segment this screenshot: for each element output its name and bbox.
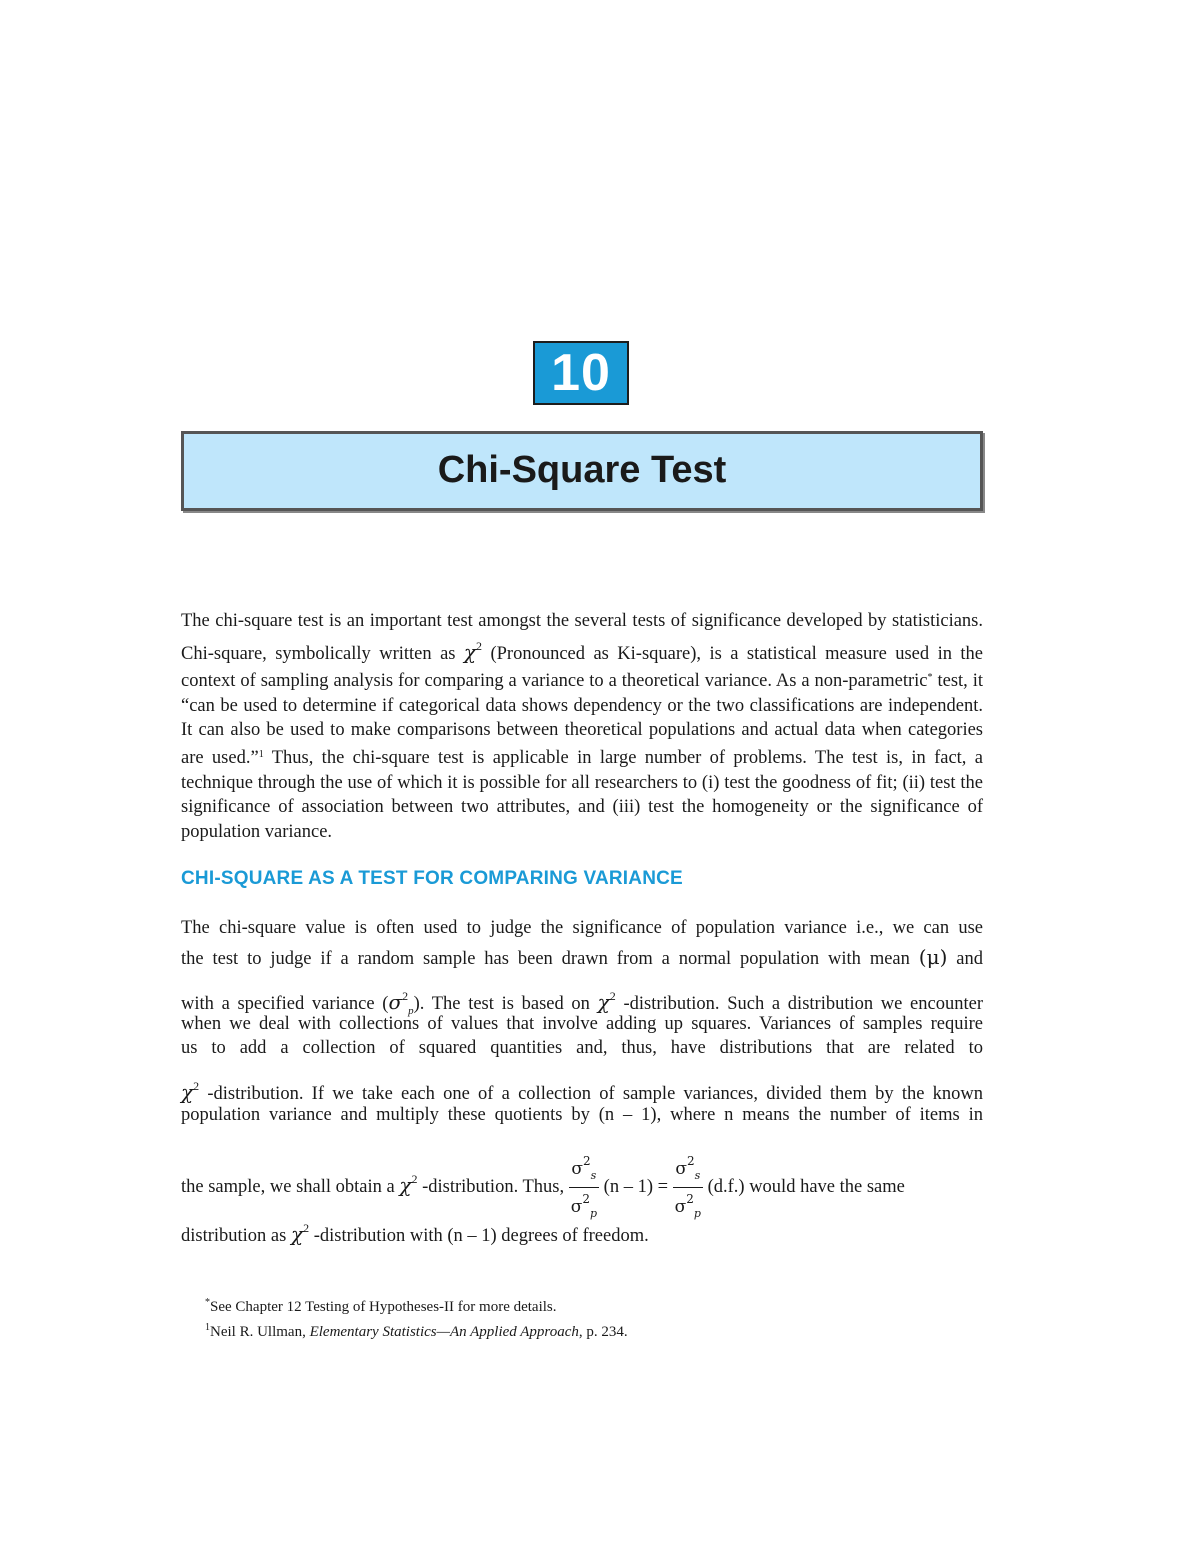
footnote-2: $^1$Neil R. Ullman, Elementary Statistics—An Applied Approach, p. 234.	[205, 1322, 628, 1340]
section-heading: CHI-SQUARE AS A TEST FOR COMPARING VARIANCE	[181, 868, 683, 889]
fraction-sample-over-population: $\frac{\sigma^2_s}{\sigma^2_p}$	[569, 1150, 599, 1225]
section-line-5: us to add a collection of squared quantities and, thus, have distributions that are related to	[181, 1038, 983, 1058]
section-line-7: population variance and multiply these quotients by (n – 1), where n means the number of items in	[181, 1105, 983, 1125]
fraction-sample-over-population-2: $\frac{\sigma^2_s}{\sigma^2_p}$	[673, 1150, 703, 1225]
section-line-6: $\chi^2$ -distribution. If we take each one of a collection of sample variances, divided them by the known	[181, 1079, 983, 1104]
chapter-number: 10	[533, 341, 629, 405]
footnote-ref-1: 1	[258, 748, 264, 760]
section-line-2: the test to judge if a random sample has been drawn from a normal population with mean (μ) and	[181, 945, 983, 969]
section-line-4: when we deal with collections of values that involve adding up squares. Variances of samples require	[181, 1014, 983, 1034]
footnote-ref-star: *	[927, 672, 933, 684]
footnote-1: *See Chapter 12 Testing of Hypotheses-II for more details.	[205, 1297, 557, 1315]
chapter-title: Chi-Square Test	[181, 431, 983, 511]
section-line-1: The chi-square value is often used to judge the significance of population variance i.e., we can use	[181, 918, 983, 938]
section-line-9: distribution as $\chi^2$ -distribution with (n – 1) degrees of freedom.	[181, 1221, 649, 1246]
section-line-8: the sample, we shall obtain a $\chi^2$ -distribution. Thus, $\frac{\sigma^2_s}{\sigma^2_p}$ (n – 1) = $\frac{\sigma^2_s}{\sigma^2_p}$ (d.f.) would have the same	[181, 1150, 983, 1225]
intro-paragraph: The chi-square test is an important test amongst the several tests of significance developed by statisticians. Chi-square, symbolically written as $\chi^2$ (Pronounced as Ki-square), is a statistical measure used in the context of sampling analysis for comparing a variance to a theoretical variance. As a non-parametric* test, it “can be used to determine if categorical data shows dependency or the two classifications are independent. It can also be used to make comparisons between theoretical populations and actual data when categories are used.”$^1$ Thus, the chi-square test is applicable in large number of problems. The test is, in fact, a technique through the use of which it is possible for all researchers to (i) test the goodness of fit; (ii) test the significance of association between two attributes, and (iii) test the homogeneity or the significance of population variance.	[181, 611, 984, 842]
section-line-3: with a specified variance $(\sigma^2_p)$. The test is based on $\chi^2$ -distribution. Such a distribution we encounter	[181, 989, 983, 1017]
